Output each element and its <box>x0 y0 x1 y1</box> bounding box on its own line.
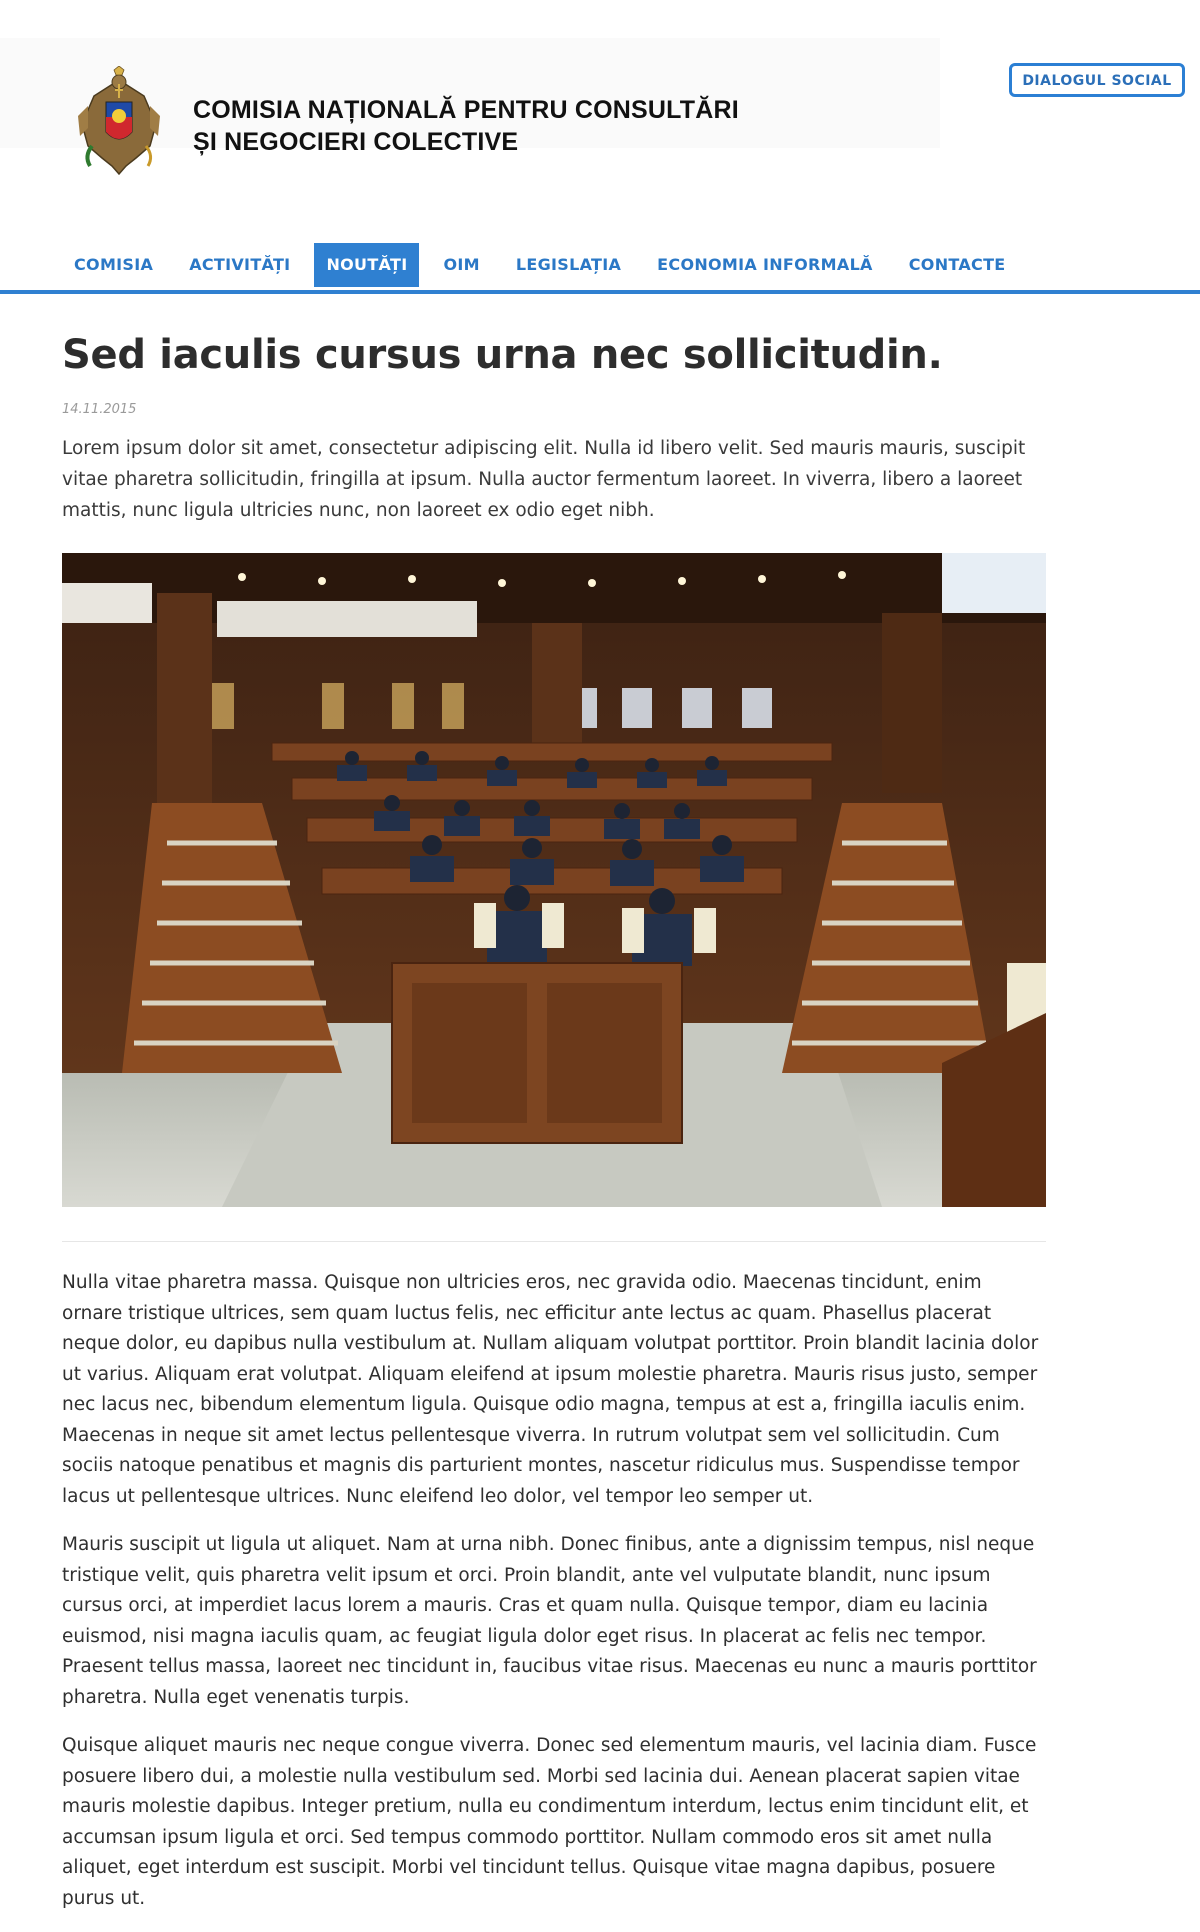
site-header <box>0 0 1200 238</box>
article-title: Sed iaculis cursus urna nec sollicitudin. <box>62 332 943 378</box>
dialogul-social-button[interactable]: DIALOGUL SOCIAL <box>1009 63 1185 97</box>
site-title <box>193 94 739 158</box>
nav-item-activitati[interactable]: ACTIVITĂȚI <box>189 255 291 274</box>
site-title-line-2: ȘI NEGOCIERI COLECTIVE <box>193 128 519 156</box>
article-divider <box>62 1241 1046 1242</box>
nav-items <box>62 243 1030 287</box>
main-nav <box>0 240 1200 294</box>
nav-item-comisia[interactable]: COMISIA <box>74 255 154 274</box>
article-paragraph-3: Quisque aliquet mauris nec neque congue viverra. Donec sed elementum mauris, vel lacinia diam. Fusce posuere libero dui, a molestie nulla vestibulum sed. Morbi sed lacinia dui. Aenean placerat sapien vitae mauris molestie dapibus. Integer pretium, nulla eu condimentum interdum, lectus enim tincidunt elit, et accumsan ipsum ligula et orci. Sed tempus commodo porttitor. Nullam commodo eros sit amet nulla aliquet, eget interdum est suscipit. Morbi vel tincidunt tellus. Quisque vitae magna dapibus, posuere purus ut. <box>62 1735 1037 1909</box>
nav-item-oim[interactable]: OIM <box>443 255 480 274</box>
article <box>62 320 1046 1932</box>
moldova-coat-of-arms-icon[interactable] <box>74 66 164 178</box>
site-title-line-1: COMISIA NAȚIONALĂ PENTRU CONSULTĂRI <box>193 96 739 124</box>
nav-item-economia-informala[interactable]: ECONOMIA INFORMALĂ <box>657 255 873 274</box>
article-paragraph-2: Mauris suscipit ut ligula ut aliquet. Nam at urna nibh. Donec finibus, ante a dignissim tempus, nisl neque tristique velit, quis pharetra velit ipsum et orci. Proin blandit, ante vel vulputate blandit, nunc ipsum cursus orci, at imperdiet lacus lorem a mauris. Cras et quam nulla. Quisque tempor, diam eu lacinia euismod, nisi magna iaculis quam, ac feugiat ligula dolor eget risus. In placerat ac felis nec tempor. Praesent tellus massa, laoreet nec tincidunt in, faucibus vitae risus. Maecenas eu nunc a mauris porttitor pharetra. Nulla eget venenatis turpis. <box>62 1534 1037 1708</box>
article-date: 14.11.2015 <box>62 402 137 417</box>
nav-item-noutati[interactable]: NOUTĂȚI <box>314 243 419 287</box>
article-photo <box>62 553 1046 1207</box>
nav-item-contacte[interactable]: CONTACTE <box>908 255 1006 274</box>
article-body <box>62 1268 1046 1914</box>
article-paragraph-1: Nulla vitae pharetra massa. Quisque non ultricies eros, nec gravida odio. Maecenas tincidunt, enim ornare tristique ultrices, sem quam luctus felis, nec efficitur ante lectus ac quam. Phasellus placerat neque dolor, eu dapibus nulla vestibulum at. Nullam aliquam volutpat porttitor. Proin blandit lacinia dolor ut varius. Aliquam erat volutpat. Aliquam eleifend at ipsum molestie pharetra. Mauris risus justo, semper nec lacus nec, bibendum elementum ligula. Quisque odio magna, tempus at est a, fringilla iaculis enim. Maecenas in neque sit amet lectus pellentesque viverra. In rutrum volutpat sem vel sollicitudin. Cum sociis natoque penatibus et magnis dis parturient montes, nascetur ridiculus mus. Suspendisse tempor lacus ut pellentesque ultrices. Nunc eleifend leo dolor, vel tempor leo semper ut. <box>62 1272 1039 1507</box>
nav-item-legislatia[interactable]: LEGISLAȚIA <box>515 255 622 274</box>
article-lead: Lorem ipsum dolor sit amet, consectetur adipiscing elit. Nulla id libero velit. Sed mauris mauris, suscipit vitae pharetra sollicitudin, fringilla at ipsum. Nulla auctor fermentum laoreet. In viverra, libero a laoreet mattis, nunc ligula ultricies nunc, non laoreet ex odio eget nibh. <box>62 438 1026 521</box>
